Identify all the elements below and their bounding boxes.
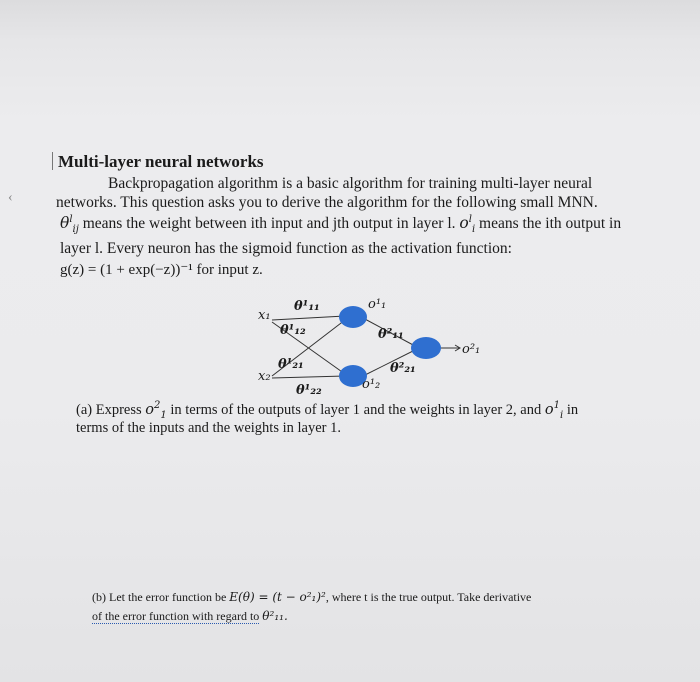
weight-theta11-layer1: θ¹₁₁: [294, 299, 320, 314]
question-b-tail: , where t is the true output. Take derivative: [325, 590, 532, 604]
paragraph-line: Backpropagation algorithm is a basic algorithm for training multi-layer neural: [108, 175, 593, 192]
margin-mark: ‹: [8, 190, 13, 205]
page-title: Multi-layer neural networks: [58, 152, 264, 171]
theta-target-symbol: θ²₁₁.: [262, 609, 288, 623]
network-diagram: [250, 290, 500, 400]
output-symbol: $o^1_i$: [544, 400, 564, 421]
output-description: means the ith output in: [479, 215, 622, 233]
weight-theta11-layer2: θ²₁₁: [378, 327, 404, 342]
hidden-node-1: [339, 306, 367, 328]
weight-theta21-layer1: θ¹₂₁: [278, 357, 304, 372]
question-b-lead: (b) Let the error function be: [92, 590, 227, 604]
output-symbol: $o^l_i$: [459, 214, 476, 236]
error-formula: E(θ) = (t − o²₁)²: [229, 590, 326, 604]
paragraph-line: [60, 214, 621, 235]
question-a-line2: terms of the inputs and the weights in layer 1.: [76, 420, 341, 436]
output-o1-layer2-label: o²₁: [462, 342, 481, 357]
edge-x1-n1: [272, 316, 345, 320]
edge-x2-n2: [272, 376, 345, 378]
question-b-line1: [92, 590, 531, 605]
output-o1-layer1-label: o¹₁: [368, 297, 387, 312]
question-a-line1: [76, 400, 578, 421]
output-o2-layer1-label: o¹₂: [362, 377, 381, 392]
input-x2-label: x₂: [258, 369, 271, 384]
output-node: [411, 337, 441, 359]
question-a-tail: in: [566, 401, 579, 418]
question-b-regard-text: of the error function with regard to: [92, 609, 260, 623]
question-b-line2: [92, 609, 288, 624]
question-a-middle: in terms of the outputs of layer 1 and the weights in layer 2, and: [170, 401, 542, 418]
input-x1-label: x₁: [258, 308, 271, 323]
output-symbol: $o^2_1$: [145, 400, 167, 421]
sigmoid-formula: g(z) = (1 + exp(−z))⁻¹: [60, 262, 193, 278]
text-cursor: [52, 152, 53, 170]
weight-theta21-layer2: θ²₂₁: [390, 361, 416, 376]
paragraph-line: networks. This question asks you to derive the algorithm for the following small MNN.: [56, 194, 598, 211]
theta-description: means the weight between ith input and jth output in layer l.: [82, 215, 456, 233]
paragraph-line: layer l. Every neuron has the sigmoid function as the activation function:: [60, 240, 512, 257]
formula-tail: for input z.: [196, 262, 263, 278]
question-a-lead: (a) Express: [76, 401, 142, 418]
weight-theta12-layer1: θ¹₁₂: [280, 323, 306, 338]
paragraph-line: [60, 260, 263, 279]
theta-symbol: $\theta^l_{ij}$: [60, 214, 79, 236]
weight-theta22-layer1: θ¹₂₂: [296, 383, 322, 398]
